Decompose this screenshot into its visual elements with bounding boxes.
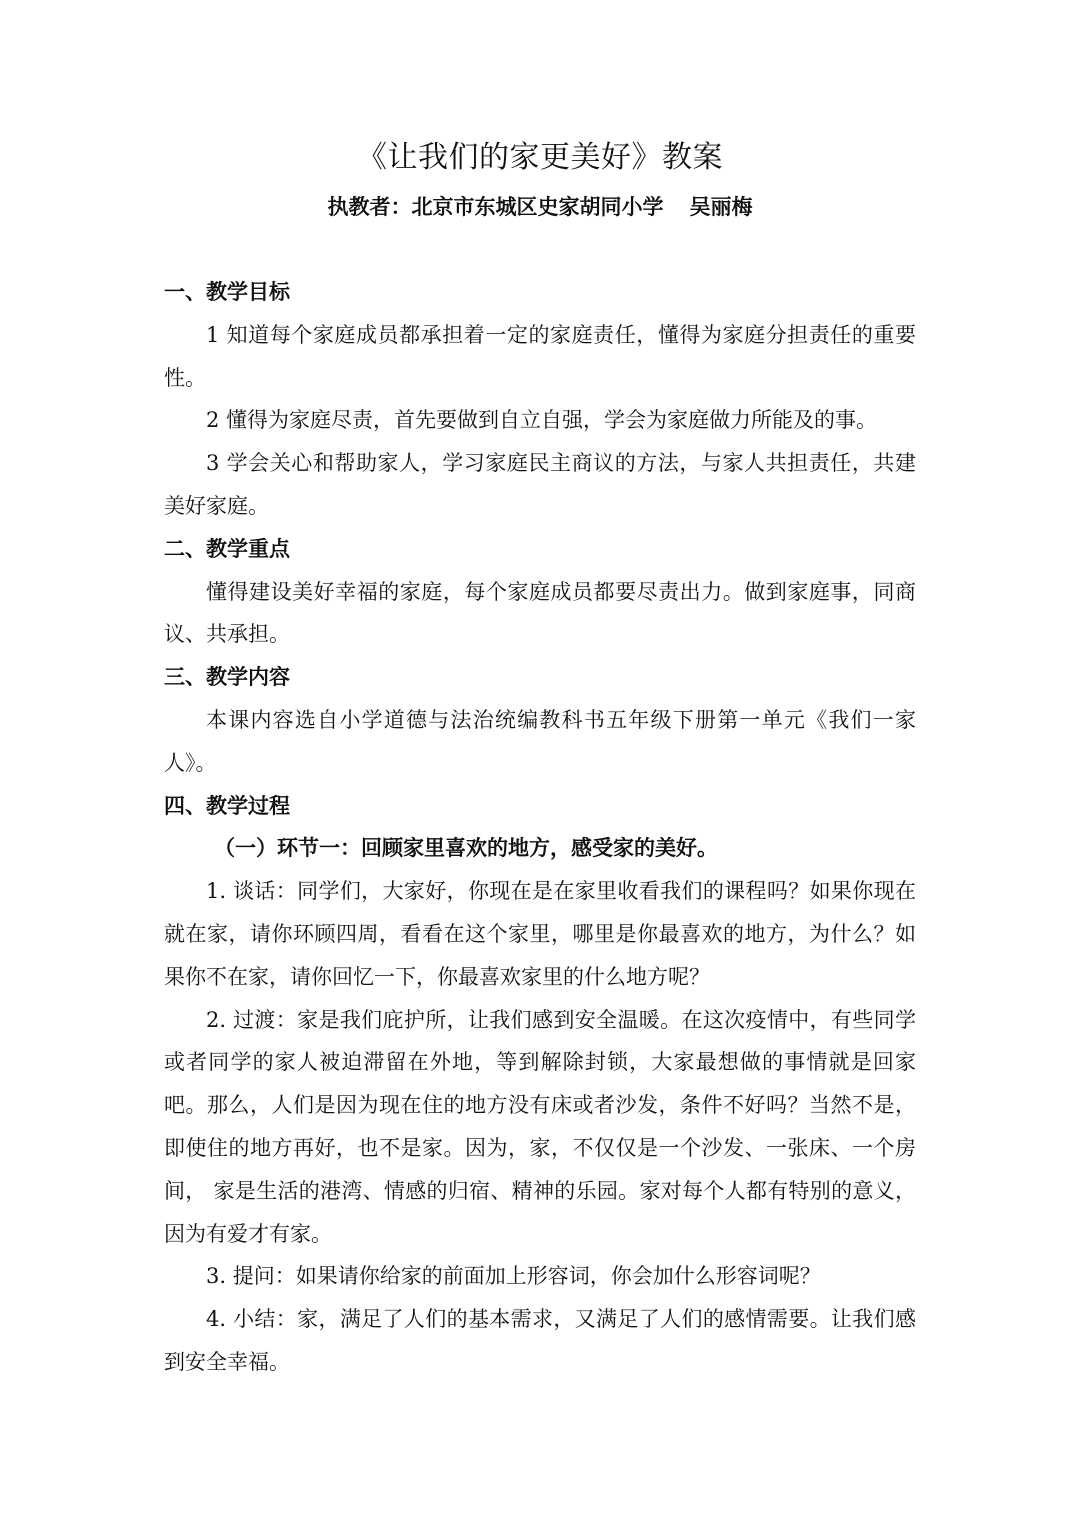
author-affiliation: 执教者：北京市东城区史家胡同小学 bbox=[327, 195, 664, 219]
process-item: 3. 提问：如果请你给家的前面加上形容词，你会加什么形容词呢？ bbox=[206, 1264, 821, 1289]
author-line bbox=[0, 191, 1080, 223]
document-title: 《让我们的家更美好》教案 bbox=[357, 140, 723, 175]
document-body bbox=[164, 271, 916, 1384]
process-item: 4. 小结：家，满足了人们的基本需求，又满足了人们的感情需要。让我们感到安全幸福。 bbox=[164, 1307, 916, 1374]
content-text: 本课内容选自小学道德与法治统编教科书五年级下册第一单元《我们一家人》。 bbox=[164, 707, 916, 775]
section-heading-goals: 一、教学目标 bbox=[164, 280, 290, 304]
goal-item: 1 知道每个家庭成员都承担着一定的家庭责任，懂得为家庭分担责任的重要性。 bbox=[164, 322, 916, 390]
goal-item: 2 懂得为家庭尽责，首先要做到自立自强，学会为家庭做力所能及的事。 bbox=[206, 408, 878, 433]
section-heading-content: 三、教学内容 bbox=[164, 665, 290, 690]
goal-item: 3 学会关心和帮助家人，学习家庭民主商议的方法，与家人共担责任，共建美好家庭。 bbox=[164, 451, 916, 518]
section-heading-key-points: 二、教学重点 bbox=[164, 536, 290, 561]
process-item: 2. 过渡：家是我们庇护所，让我们感到安全温暖。在这次疫情中，有些同学或者同学的家人被迫滞留在外地，等到解除封锁，大家最想做的事情就是回家吧。那么，人们是因为现在住的地方没有床或者沙发，条件不好吗？当然不是，即使住的地方再好，也不是家。因为，家，不仅仅是一个沙发、一张床、一个房间， 家是生活的港湾、情感的归宿、精神的乐园。家对每个人都有特别的意义，因为有爱才有家。 bbox=[164, 1007, 916, 1246]
process-item: 1. 谈话：同学们，大家好，你现在是在家里收看我们的课程吗？如果你现在就在家，请你环顾四周，看看在这个家里，哪里是你最喜欢的地方，为什么？如果你不在家，请你回忆一下，你最喜欢家里的什么地方呢？ bbox=[164, 879, 916, 989]
key-points-text: 懂得建设美好幸福的家庭，每个家庭成员都要尽责出力。做到家庭事，同商议、共承担。 bbox=[164, 579, 916, 647]
process-step1-heading: （一）环节一：回顾家里喜欢的地方，感受家的美好。 bbox=[214, 835, 718, 861]
section-heading-process: 四、教学过程 bbox=[164, 793, 290, 818]
author-name: 吴丽梅 bbox=[689, 195, 753, 219]
